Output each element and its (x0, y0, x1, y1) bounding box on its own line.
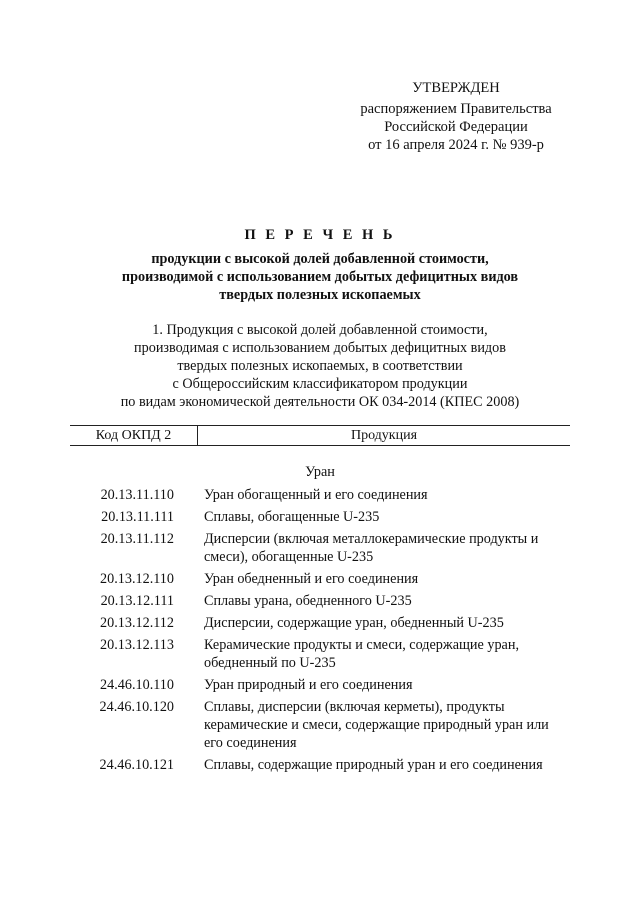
row-product: Сплавы, обогащенные U-235 (204, 509, 380, 525)
row-code: 24.46.10.110 (100, 677, 174, 693)
column-header-code: Код ОКПД 2 (70, 426, 198, 445)
table-row (70, 530, 570, 566)
row-product: Керамические продукты и смеси, содержащие уран, обедненный по U-235 (204, 637, 519, 671)
table-row (70, 592, 570, 610)
group-title: Уран (305, 464, 335, 480)
row-product: Дисперсии (включая металлокерамические продукты и смеси), обогащенные U-235 (204, 531, 539, 565)
column-header-product: Продукция (350, 428, 418, 443)
row-code: 24.46.10.121 (99, 757, 174, 773)
table-row (70, 636, 570, 672)
row-code: 20.13.11.111 (101, 509, 174, 525)
approval-stamp: УТВЕРЖДЕН (412, 80, 500, 96)
section-line: с Общероссийским классификатором продукции (172, 376, 468, 392)
row-code: 20.13.11.112 (100, 531, 174, 547)
section-line: производимая с использованием добытых дефицитных видов (134, 340, 506, 356)
table-row (70, 756, 570, 774)
table-row (70, 570, 570, 588)
table-header (70, 425, 570, 446)
row-product: Уран природный и его соединения (204, 677, 413, 693)
section-line: по видам экономической деятельности ОК 034-2014 (КПЕС 2008) (120, 394, 520, 410)
row-product: Сплавы, дисперсии (включая керметы), продукты керамические и смеси, содержащие природный уран или его соединения (204, 699, 549, 751)
row-product: Уран обогащенный и его соединения (204, 487, 428, 503)
row-code: 20.13.11.110 (100, 487, 174, 503)
row-product: Дисперсии, содержащие уран, обедненный U-235 (204, 615, 504, 631)
row-code: 24.46.10.120 (99, 699, 174, 715)
row-product: Сплавы урана, обедненного U-235 (204, 593, 412, 609)
section-line: 1. Продукция с высокой долей добавленной стоимости, (152, 322, 488, 338)
section-title (80, 321, 560, 411)
row-product: Сплавы, содержащие природный уран и его соединения (204, 757, 543, 773)
table-row (70, 698, 570, 752)
approval-line: от 16 апреля 2024 г. № 939-р (368, 137, 544, 153)
approval-block (340, 79, 572, 154)
table-row (70, 676, 570, 694)
document-heading: П Е Р Е Ч Е Н Ь (244, 227, 396, 243)
table-row (70, 614, 570, 632)
subheading-line: твердых полезных ископаемых (219, 287, 421, 303)
section-line: твердых полезных ископаемых, в соответствии (177, 358, 463, 374)
document-subheading (80, 250, 560, 304)
approval-line: распоряжением Правительства (360, 101, 552, 117)
table-row (70, 508, 570, 526)
subheading-line: производимой с использованием добытых дефицитных видов (121, 269, 519, 285)
row-code: 20.13.12.113 (100, 637, 174, 653)
row-code: 20.13.12.111 (100, 593, 174, 609)
table-row (70, 486, 570, 504)
table-body (70, 486, 570, 778)
approval-line: Российской Федерации (384, 119, 528, 135)
row-code: 20.13.12.112 (100, 615, 174, 631)
row-product: Уран обедненный и его соединения (204, 571, 419, 587)
subheading-line: продукции с высокой долей добавленной стоимости, (151, 251, 489, 267)
row-code: 20.13.12.110 (100, 571, 174, 587)
